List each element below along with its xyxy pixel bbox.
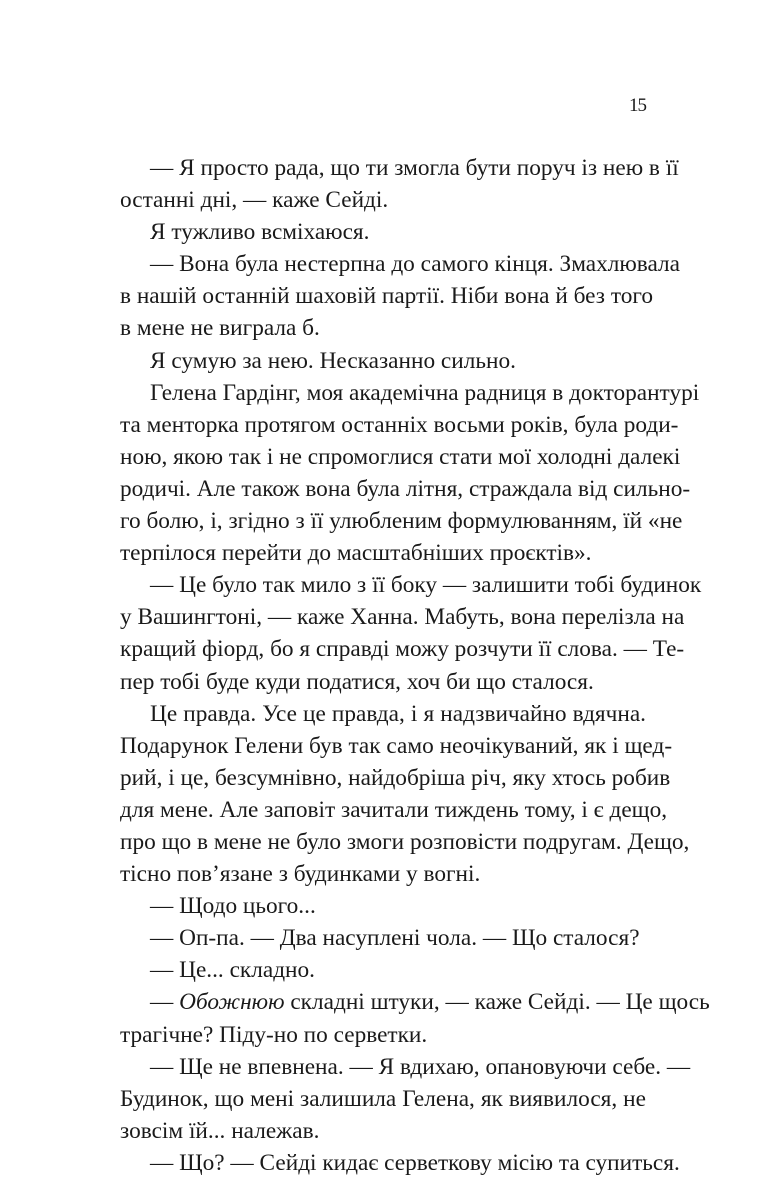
text-line: Гелена Гардінг, моя академічна радниця в докторантурі <box>150 379 700 406</box>
text-line: родичі. Але також вона була літня, страждала від сильно- <box>120 475 691 502</box>
text-line: Я сумую за нею. Несказанно сильно. <box>150 347 516 374</box>
text-line: пер тобі буде куди податися, хоч би що сталося. <box>120 668 594 695</box>
page-number: 15 <box>629 95 646 116</box>
text-line: ною, якою так і не спромоглися стати мої холодні далекі <box>120 443 681 470</box>
text-line: Це правда. Усе це правда, і я надзвичайно вдячна. <box>150 700 646 727</box>
emphasis-text: Обожнюю <box>179 989 285 1016</box>
text-line: — Що? — Сейді кидає серветкову місію та супиться. <box>150 1149 680 1176</box>
text-line: в нашій останній шаховій партії. Ніби вона й без того <box>120 283 653 310</box>
text-line-with-emphasis <box>120 986 710 1018</box>
text-line: — Ще не впевнена. — Я вдихаю, опановуючи себе. — <box>150 1053 691 1080</box>
text-line: у Вашингтоні, — каже Ханна. Мабуть, вона перелізла на <box>120 604 685 631</box>
text-line: — Щодо цього... <box>150 893 316 920</box>
text-line: тісно пов’язане з будинками у вогні. <box>120 861 481 888</box>
text-line: для мене. Але заповіт зачитали тиждень тому, і є дещо, <box>120 796 668 823</box>
body-text <box>120 152 710 1179</box>
text-line: Подарунок Гелени був так само неочікуваний, як і щед- <box>120 732 673 759</box>
text-line: рий, і це, безсумнівно, найдобріша річ, яку хтось робив <box>120 764 671 791</box>
text-line: кращий фіорд, бо я справді можу розчути її слова. — Те- <box>120 636 685 663</box>
text-run: складні штуки, — каже Сейді. — Це щось <box>284 989 710 1016</box>
text-line: — Це було так мило з її боку — залишити тобі будинок <box>150 572 702 599</box>
text-line: в мене не виграла б. <box>120 315 320 342</box>
text-line: — Оп-па. — Два насуплені чола. — Що сталося? <box>150 925 640 952</box>
text-line: Будинок, що мені залишила Гелена, як виявилося, не <box>120 1085 646 1112</box>
text-line: Я тужливо всміхаюся. <box>150 219 370 246</box>
text-line: про що в мене не було змоги розповісти подругам. Дещо, <box>120 828 690 855</box>
text-line: зовсім їй... належав. <box>120 1117 320 1144</box>
text-line: го болю, і, згідно з її улюбленим формулюванням, їй «не <box>120 508 683 535</box>
text-line: трагічне? Піду-но по серветки. <box>120 1021 428 1048</box>
text-run: — <box>150 989 180 1016</box>
text-line: та менторка протягом останніх восьми років, була роди- <box>120 411 679 438</box>
text-line: — Вона була нестерпна до самого кінця. Змахлювала <box>150 251 681 278</box>
text-line: — Я просто рада, що ти змогла бути поруч із нею в її <box>150 155 679 181</box>
text-line: останні дні, — каже Сейді. <box>120 187 389 214</box>
text-line: — Це... складно. <box>150 957 316 984</box>
text-line: терпілося перейти до масштабніших проєктів». <box>120 540 592 567</box>
